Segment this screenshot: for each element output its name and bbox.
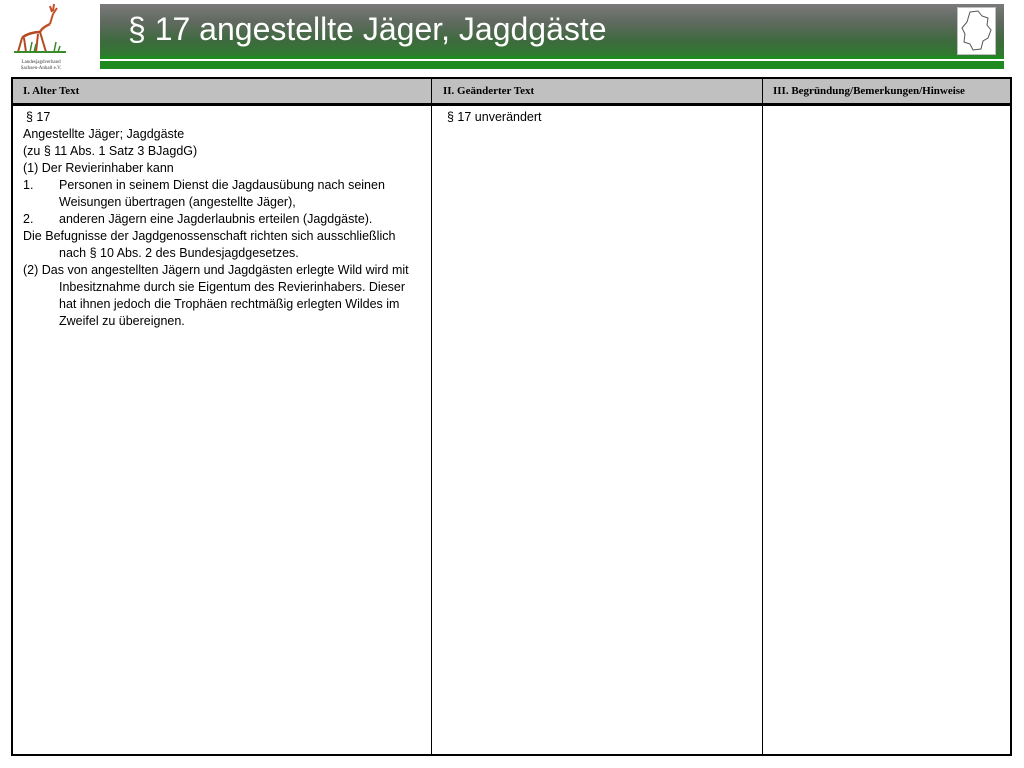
new-text-cell: [447, 109, 752, 126]
old-list-item-text: Personen in seinem Dienst die Jagdausübung nach seinen Weisungen übertragen (angestellte Jäger),: [59, 178, 385, 209]
old-list-item-text: anderen Jägern eine Jagderlaubnis erteilen (Jagdgäste).: [59, 212, 373, 226]
title-bar: [100, 4, 1004, 56]
old-section-heading: Angestellte Jäger; Jagdgäste: [23, 127, 185, 141]
old-list-item: [23, 211, 423, 228]
old-paragraph-1-intro: (1) Der Revierinhaber kann: [23, 161, 174, 175]
old-list-item-number: 1.: [23, 178, 34, 192]
old-text-cell: [23, 109, 423, 330]
page-title: § 17 angestellte Jäger, Jagdgäste: [128, 11, 607, 47]
old-section-reference: (zu § 11 Abs. 1 Satz 3 BJagdG): [23, 144, 198, 158]
logo-caption: [10, 60, 72, 72]
accent-line-top: [100, 56, 1004, 59]
comparison-table: [11, 77, 1012, 756]
state-map-icon: [957, 7, 996, 55]
old-section-number: § 17: [26, 110, 51, 124]
logo-caption-line2: Sachsen-Anhalt e.V.: [20, 66, 62, 71]
column-header-old-text: I. Alter Text: [23, 85, 80, 97]
table-header: [13, 79, 1010, 106]
column-divider-1: [431, 79, 432, 754]
column-header-new-text: II. Geänderter Text: [443, 85, 535, 97]
new-text: § 17 unverändert: [447, 110, 542, 124]
column-header-remarks: III. Begründung/Bemerkungen/Hinweise: [773, 85, 965, 97]
old-list-item: [23, 177, 423, 211]
column-divider-2: [762, 79, 763, 754]
accent-line-bottom: [100, 61, 1004, 69]
old-paragraph-2: (2) Das von angestellten Jägern und Jagdgästen erlegte Wild wird mit Inbesitznahme durch sie Eigentum des Revierinhabers. Dieser hat ihnen jedoch die Trophäen rechtmäßig erlegten Wildes im Zweifel zu übereignen.: [23, 263, 409, 328]
old-list-item-number: 2.: [23, 212, 34, 226]
old-paragraph-1-rest: Die Befugnisse der Jagdgenossenschaft richten sich ausschließlich nach § 10 Abs. 2 des Bundesjagdgesetzes.: [23, 229, 396, 260]
logo-caption-line1: Landesjagdverband: [21, 60, 61, 65]
